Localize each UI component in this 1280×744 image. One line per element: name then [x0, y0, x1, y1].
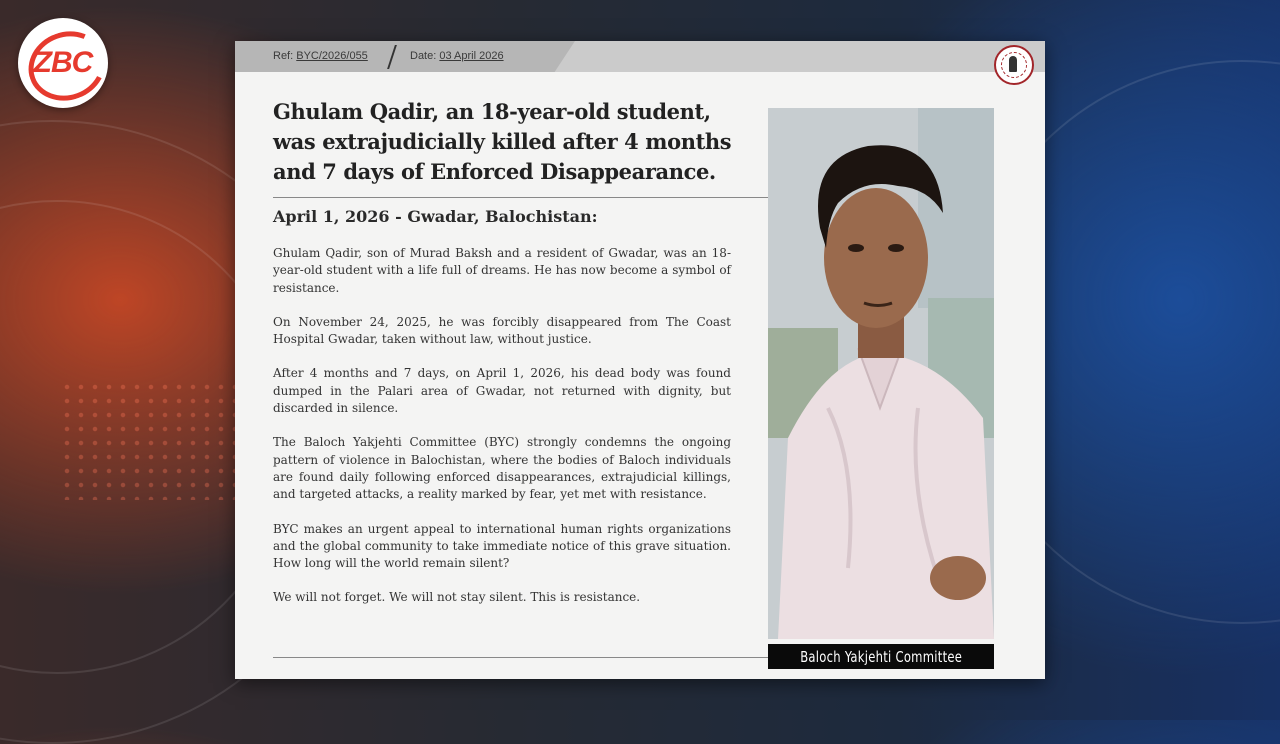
- date-value: 03 April 2026: [439, 50, 504, 62]
- seal-figure: [1009, 56, 1017, 72]
- channel-logo: [18, 18, 108, 108]
- paragraph: On November 24, 2025, he was forcibly disappeared from The Coast Hospital Gwadar, taken without law, without justice.: [273, 314, 731, 347]
- reference-number: [273, 50, 368, 62]
- channel-logo-text: ZBC: [33, 46, 93, 79]
- background-dots: [60, 380, 260, 500]
- reference-value: BYC/2026/055: [296, 50, 368, 62]
- paragraph: After 4 months and 7 days, on April 1, 2026, his dead body was found dumped in the Palari area of Gwadar, not returned with dignity, but discarded in silence.: [273, 366, 731, 416]
- paragraph: The Baloch Yakjehti Committee (BYC) strongly condemns the ongoing pattern of violence in Balochistan, where the bodies of Baloch individuals are found daily following enforced disappearances, extrajudicial killings, and targeted attacks, a reality marked by fear, yet met with resistance.: [273, 435, 731, 502]
- divider: [273, 657, 769, 658]
- portrait-photo: [768, 108, 994, 639]
- dateline: April 1, 2026 - Gwadar, Balochistan:: [273, 207, 598, 226]
- reference-label: Ref:: [273, 50, 294, 62]
- article-body: [273, 245, 731, 624]
- headline: Ghulam Qadir, an 18-year-old student, was extrajudicially killed after 4 months and 7 days of Enforced Disappearance.: [273, 99, 732, 184]
- portrait-illustration: [768, 108, 994, 639]
- press-release-document: [235, 41, 1045, 679]
- paragraph: Ghulam Qadir, son of Murad Baksh and a resident of Gwadar, was an 18-year-old student with a life full of dreams. He has now become a symbol of resistance.: [273, 246, 731, 295]
- document-header: [235, 41, 1045, 72]
- divider: [273, 197, 769, 198]
- photo-caption-bar: [768, 644, 994, 669]
- paragraph: We will not forget. We will not stay silent. This is resistance.: [273, 590, 641, 605]
- byc-seal-icon: [994, 45, 1034, 85]
- date-label: Date:: [410, 50, 437, 62]
- paragraph: BYC makes an urgent appeal to international human rights organizations and the global community to take immediate notice of this grave situation. How long will the world remain silent?: [273, 521, 731, 571]
- photo-caption: Baloch Yakjehti Committee: [799, 647, 963, 666]
- document-date: [410, 50, 504, 62]
